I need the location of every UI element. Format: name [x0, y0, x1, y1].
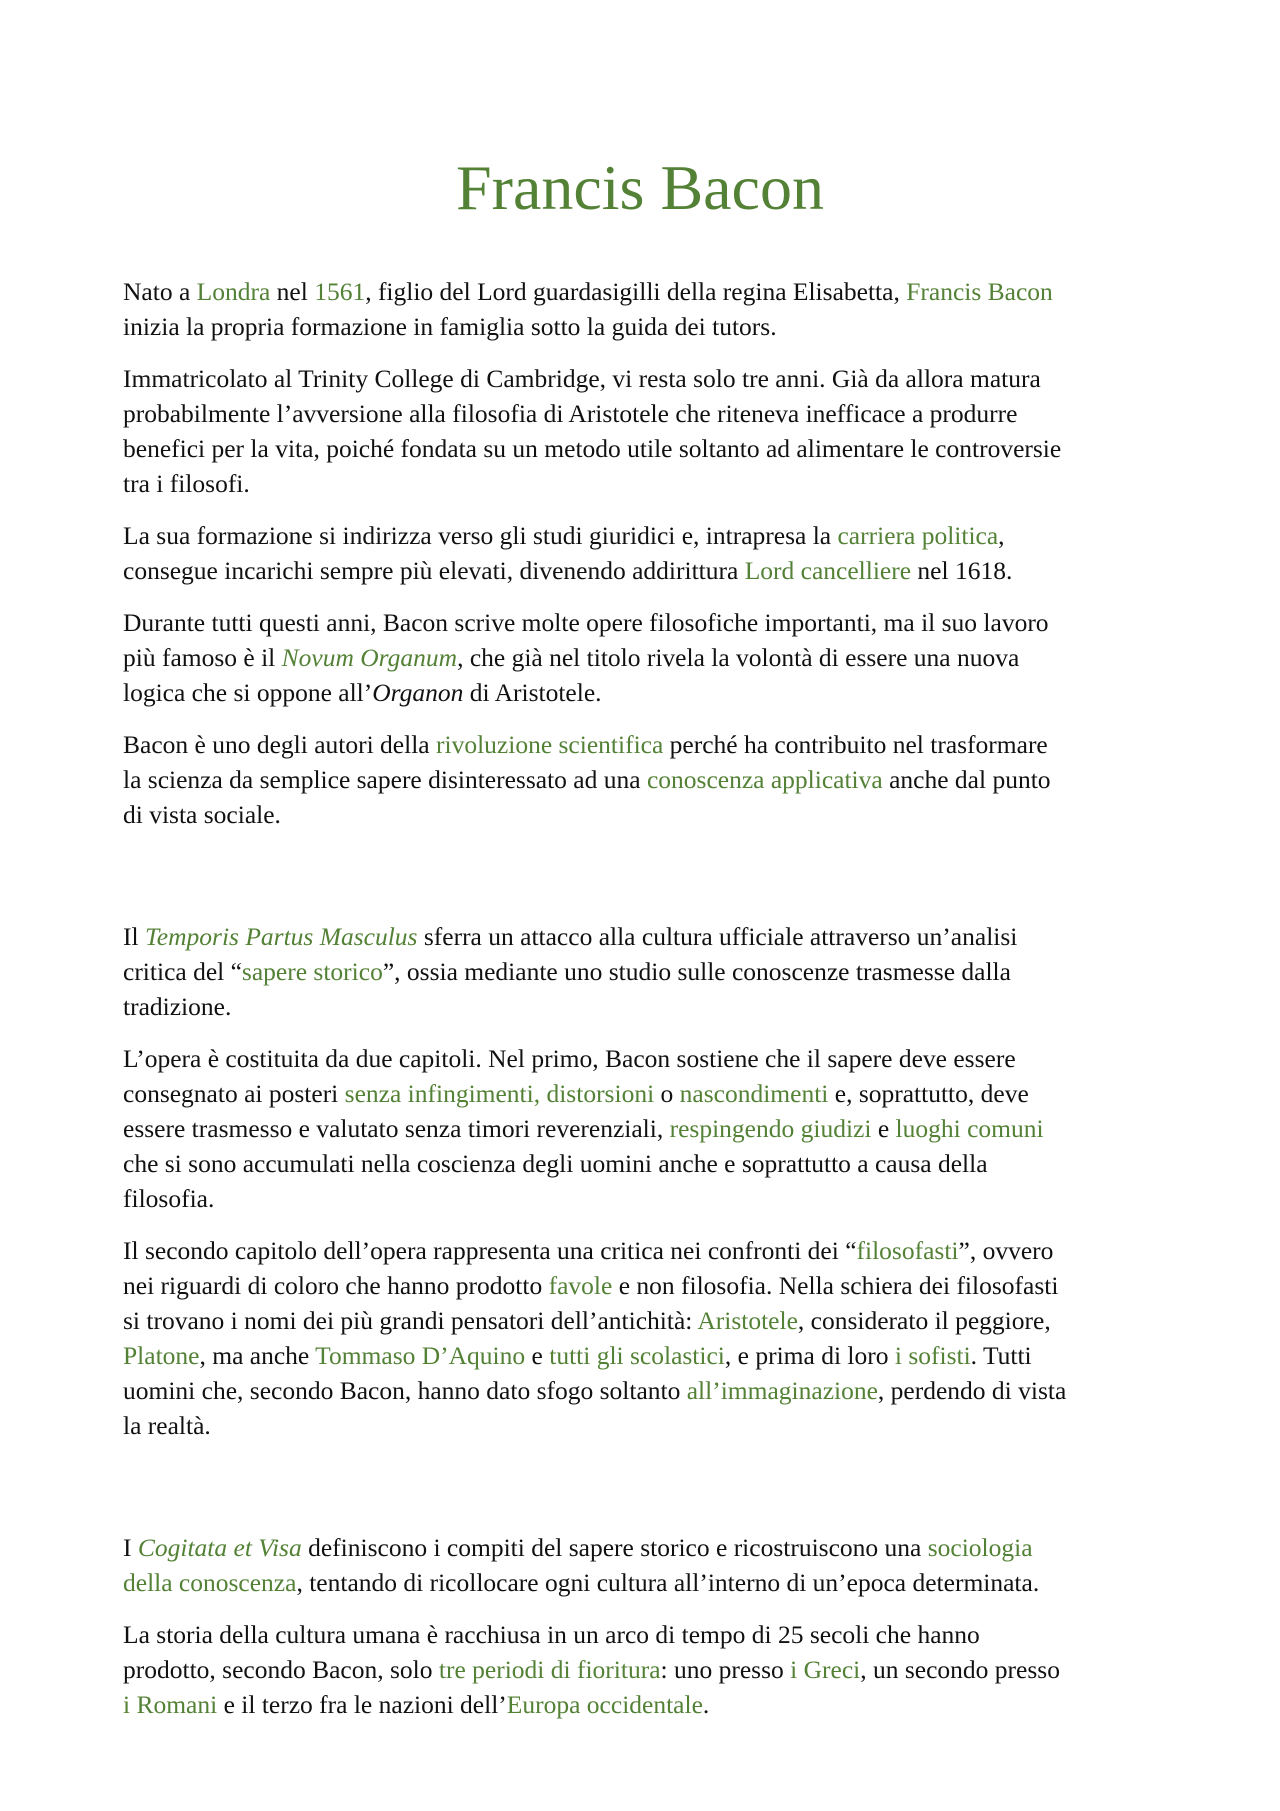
text-run: tradizione.: [123, 992, 232, 1021]
text-run: Durante tutti questi anni, Bacon scrive molte opere filosofiche importanti, ma il suo lavoro: [123, 608, 1049, 637]
paragraph: [123, 605, 1173, 710]
text-run: , ma anche: [199, 1341, 316, 1370]
text-run: , considerato il peggiore,: [797, 1306, 1051, 1335]
text-run: I: [123, 1533, 138, 1562]
text-line: [123, 675, 1173, 710]
text-run: la scienza da semplice sapere disinteressato ad una: [123, 765, 647, 794]
text-run: . Tutti: [970, 1341, 1032, 1370]
text-run: Il: [123, 922, 145, 951]
text-run: prodotto, secondo Bacon, solo: [123, 1655, 439, 1684]
highlighted-term: Temporis Partus Masculus: [144, 922, 418, 951]
text-line: [123, 431, 1173, 466]
text-run: ,: [998, 521, 1005, 550]
paragraph: [123, 1041, 1173, 1216]
text-run: di vista sociale.: [123, 800, 281, 829]
text-run: , figlio del Lord guardasigilli della regina Elisabetta,: [365, 277, 907, 306]
highlighted-term: Lord cancelliere: [744, 556, 912, 585]
text-line: [123, 274, 1173, 309]
text-run: più famoso è il: [123, 643, 282, 672]
italic-title: Organon: [372, 678, 464, 707]
text-line: [123, 1617, 1173, 1652]
text-run: e: [871, 1114, 896, 1143]
text-run: definiscono i compiti del sapere storico e ricostruiscono una: [301, 1533, 928, 1562]
paragraph: [123, 274, 1173, 344]
highlighted-term: 1561: [314, 277, 366, 306]
text-line: [123, 1338, 1173, 1373]
text-line: [123, 1408, 1173, 1443]
text-line: [123, 1076, 1173, 1111]
text-line: [123, 1041, 1173, 1076]
text-line: [123, 1652, 1173, 1687]
text-line: [123, 1146, 1173, 1181]
highlighted-term: i Greci: [790, 1655, 861, 1684]
text-run: Bacon è uno degli autori della: [123, 730, 436, 759]
text-run: e: [525, 1341, 550, 1370]
text-line: [123, 361, 1173, 396]
text-run: La sua formazione si indirizza verso gli studi giuridici e, intrapresa la: [123, 521, 838, 550]
highlighted-term: sapere storico: [241, 957, 383, 986]
text-run: , e prima di loro: [724, 1341, 895, 1370]
text-line: [123, 518, 1173, 553]
text-run: la realtà.: [123, 1411, 211, 1440]
highlighted-term: all’immaginazione: [686, 1376, 878, 1405]
highlighted-term: conoscenza applicativa: [646, 765, 883, 794]
highlighted-term: tre periodi di fioritura: [438, 1655, 661, 1684]
paragraph: [123, 1617, 1173, 1722]
text-run: nei riguardi di coloro che hanno prodotto: [123, 1271, 549, 1300]
text-line: [123, 1233, 1173, 1268]
highlighted-term: Aristotele: [697, 1306, 798, 1335]
text-run: Nato a: [123, 277, 197, 306]
text-run: sferra un attacco alla cultura ufficiale attraverso un’analisi: [417, 922, 1018, 951]
text-run: perché ha contribuito nel trasformare: [663, 730, 1048, 759]
highlighted-term: Tommaso D’Aquino: [315, 1341, 526, 1370]
text-run: e il terzo fra le nazioni dell’: [217, 1690, 507, 1719]
page-title: Francis Bacon: [456, 152, 824, 223]
highlighted-term: i Romani: [123, 1690, 218, 1719]
paragraph: [123, 1530, 1173, 1600]
text-run: benefici per la vita, poiché fondata su un metodo utile soltanto ad alimentare le controversie: [123, 434, 1062, 463]
text-run: : uno presso: [660, 1655, 791, 1684]
text-run: filosofia.: [123, 1184, 215, 1213]
text-line: [123, 989, 1173, 1024]
paragraph: [123, 919, 1173, 1024]
highlighted-term: Francis Bacon: [906, 277, 1053, 306]
paragraph: [123, 1233, 1173, 1443]
text-run: e non filosofia. Nella schiera dei filosofasti: [612, 1271, 1059, 1300]
text-line: [123, 1530, 1173, 1565]
highlighted-term: senza infingimenti, distorsioni: [344, 1079, 655, 1108]
text-run: probabilmente l’avversione alla filosofia di Aristotele che riteneva inefficace a produrre: [123, 399, 1018, 428]
text-run: consegue incarichi sempre più elevati, divenendo addirittura: [123, 556, 745, 585]
highlighted-term: tutti gli scolastici: [549, 1341, 725, 1370]
text-line: [123, 727, 1173, 762]
text-run: , un secondo presso: [860, 1655, 1060, 1684]
text-run: .: [702, 1690, 710, 1719]
text-run: essere trasmesso e valutato senza timori reverenziali,: [123, 1114, 670, 1143]
text-run: anche dal punto: [882, 765, 1051, 794]
text-run: Il secondo capitolo dell’opera rappresenta una critica nei confronti dei “: [123, 1236, 857, 1265]
text-line: [123, 1303, 1173, 1338]
text-line: [123, 954, 1173, 989]
text-run: , perdendo di vista: [877, 1376, 1067, 1405]
text-run: o: [654, 1079, 680, 1108]
text-run: che si sono accumulati nella coscienza degli uomini anche e soprattutto a causa della: [123, 1149, 988, 1178]
highlighted-term: carriera politica: [837, 521, 999, 550]
text-run: L’opera è costituita da due capitoli. Nel primo, Bacon sostiene che il sapere deve essere: [123, 1044, 1016, 1073]
paragraph: [123, 361, 1173, 501]
text-line: [123, 605, 1173, 640]
text-line: [123, 1687, 1173, 1722]
paragraph: [123, 518, 1173, 588]
text-run: nel 1618.: [911, 556, 1013, 585]
text-run: consegnato ai posteri: [123, 1079, 345, 1108]
highlighted-term: della conoscenza: [123, 1568, 297, 1597]
highlighted-term: filosofasti: [856, 1236, 959, 1265]
text-run: logica che si oppone all’: [123, 678, 373, 707]
text-line: [123, 797, 1173, 832]
highlighted-term: favole: [548, 1271, 613, 1300]
document-body: [123, 274, 1173, 1739]
text-line: [123, 1181, 1173, 1216]
text-line: [123, 1565, 1173, 1600]
paragraph: [123, 727, 1173, 832]
highlighted-term: Europa occidentale: [506, 1690, 703, 1719]
text-run: uomini che, secondo Bacon, hanno dato sfogo soltanto: [123, 1376, 687, 1405]
text-line: [123, 1373, 1173, 1408]
highlighted-term: Platone: [123, 1341, 200, 1370]
text-line: [123, 309, 1173, 344]
text-run: nel: [270, 277, 315, 306]
text-run: di Aristotele.: [463, 678, 602, 707]
highlighted-term: Cogitata et Visa: [137, 1533, 302, 1562]
highlighted-term: i sofisti: [894, 1341, 971, 1370]
text-run: inizia la propria formazione in famiglia sotto la guida dei tutors.: [123, 312, 777, 341]
section-spacer: [123, 1460, 1173, 1530]
text-run: e, soprattutto, deve: [828, 1079, 1029, 1108]
text-run: tra i filosofi.: [123, 469, 250, 498]
text-line: [123, 396, 1173, 431]
section-spacer: [123, 849, 1173, 919]
highlighted-term: sociologia: [927, 1533, 1033, 1562]
text-run: critica del “: [123, 957, 242, 986]
text-line: [123, 553, 1173, 588]
highlighted-term: respingendo giudizi: [669, 1114, 872, 1143]
highlighted-term: nascondimenti: [679, 1079, 829, 1108]
text-run: , tentando di ricollocare ogni cultura all’interno di un’epoca determinata.: [296, 1568, 1040, 1597]
highlighted-term: rivoluzione scientifica: [436, 730, 664, 759]
highlighted-term: Novum Organum: [281, 643, 458, 672]
highlighted-term: luoghi comuni: [895, 1114, 1044, 1143]
text-run: , che già nel titolo rivela la volontà di essere una nuova: [457, 643, 1020, 672]
text-line: [123, 640, 1173, 675]
text-run: si trovano i nomi dei più grandi pensatori dell’antichità:: [123, 1306, 698, 1335]
text-line: [123, 919, 1173, 954]
text-line: [123, 466, 1173, 501]
text-line: [123, 762, 1173, 797]
text-run: ”, ossia mediante uno studio sulle conoscenze trasmesse dalla: [382, 957, 1011, 986]
text-line: [123, 1111, 1173, 1146]
text-line: [123, 1268, 1173, 1303]
text-run: Immatricolato al Trinity College di Cambridge, vi resta solo tre anni. Già da allora matura: [123, 364, 1041, 393]
text-run: La storia della cultura umana è racchiusa in un arco di tempo di 25 secoli che hanno: [123, 1620, 980, 1649]
text-run: ”, ovvero: [958, 1236, 1054, 1265]
highlighted-term: Londra: [196, 277, 271, 306]
